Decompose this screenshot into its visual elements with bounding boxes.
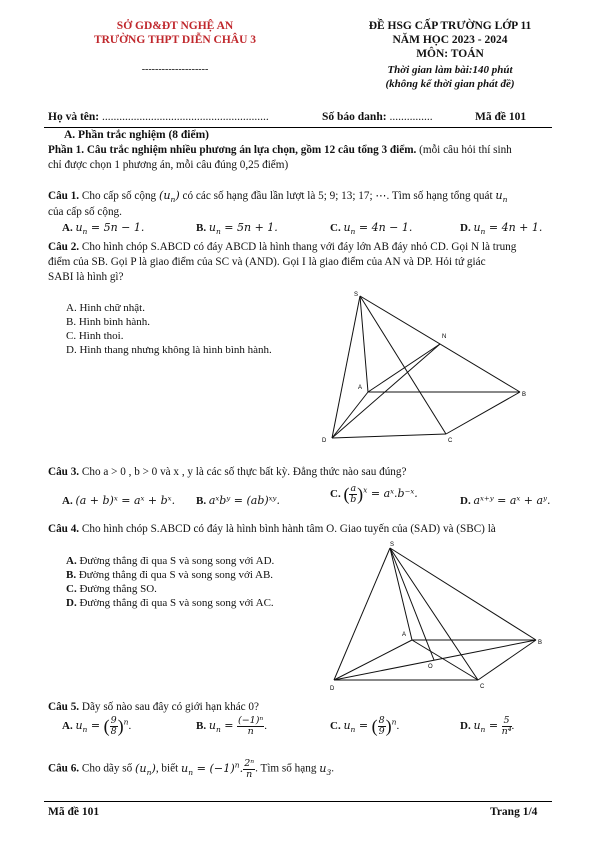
name-label: Họ và tên: bbox=[48, 111, 100, 123]
q2-pyramid-diagram bbox=[318, 288, 538, 448]
q2-option-d[interactable]: D. Hình thang nhưng không là hình bình hành. bbox=[66, 344, 272, 356]
q4-pyramid-diagram bbox=[322, 540, 550, 690]
footer-rule bbox=[44, 801, 552, 802]
q4-b-text: Đường thẳng đi qua S và song song với AB. bbox=[78, 569, 274, 581]
q4-option-c[interactable] bbox=[66, 583, 157, 595]
q4-label-d: D bbox=[330, 686, 335, 690]
exam-subject: MÔN: TOÁN bbox=[416, 48, 484, 60]
school-name: TRƯỜNG THPT DIỄN CHÂU 3 bbox=[93, 34, 257, 46]
student-name-row bbox=[48, 111, 269, 123]
q2-line3: SABI là hình gì? bbox=[48, 271, 124, 283]
q5-a-letter: A. bbox=[62, 720, 73, 733]
q5-a-den: 8 bbox=[110, 726, 117, 737]
part1-rest: (mỗi câu hỏi thí sinh bbox=[416, 144, 512, 156]
q2-edge-cb bbox=[446, 392, 520, 434]
q5-c-den: 9 bbox=[378, 726, 385, 737]
q4-label-b: B bbox=[538, 640, 543, 646]
q1-c-letter: C. bbox=[330, 222, 341, 234]
q4-label-s: S bbox=[390, 542, 395, 548]
q1-a-text: = 5n − 1. bbox=[87, 221, 145, 234]
part1-line2: chỉ được chọn 1 phương án, mỗi câu đúng 0,25 điểm) bbox=[48, 159, 289, 171]
footer-code: Mã đề 101 bbox=[48, 806, 100, 818]
q4-stem bbox=[48, 522, 563, 536]
header-rule bbox=[44, 127, 552, 128]
q2-label-n: N bbox=[442, 334, 447, 340]
q6-num: 2ⁿ bbox=[244, 757, 255, 769]
dept-name: SỞ GD&ĐT NGHỆ AN bbox=[116, 20, 234, 32]
q4-label-c: C bbox=[480, 684, 485, 690]
q3-d-letter: D. bbox=[460, 495, 471, 507]
q3-label: Câu 3. bbox=[48, 466, 80, 478]
q4-a-text: Đường thẳng đi qua S và song song với AD. bbox=[79, 555, 275, 567]
header-dashes: -------------------- bbox=[141, 64, 209, 75]
q3-c-letter: C. bbox=[330, 488, 341, 501]
q1-text-a: Cho cấp số cộng bbox=[79, 190, 159, 202]
q5-d-num: 5 bbox=[503, 715, 510, 726]
q5-option-d[interactable]: D. $u_n$ = $\frac{5}{\text{n⁴}}$ . bbox=[460, 715, 515, 737]
q2-line2: điểm của SB. Gọi P là giao điểm của SC và (AND). Gọi I là giao điểm của AN và DP. Hỏi tứ giác bbox=[48, 256, 486, 268]
q3-option-c[interactable]: C. ( $\frac{a}{b}$ )$^x$ = aˣ.b⁻ˣ. bbox=[330, 483, 418, 505]
q2-option-c[interactable]: C. Hình thoi. bbox=[66, 330, 124, 342]
q2-line1: Cho hình chóp S.ABCD có đáy ABCD là hình thang với đáy lớn AB đáy nhỏ CD. Gọi N là trung bbox=[79, 241, 517, 253]
q3-stem bbox=[48, 465, 563, 479]
q4-label-a: A bbox=[402, 632, 407, 638]
q1-un: $u_n$ bbox=[495, 189, 508, 205]
exam-note: (không kể thời gian phát đề) bbox=[385, 78, 515, 90]
q2-label-s: S bbox=[354, 292, 359, 298]
q1-stem-2: của cấp số cộng. bbox=[48, 206, 122, 218]
q5-stem bbox=[48, 700, 259, 714]
q5-option-b[interactable]: B. $u_n$ = $\frac{\text{(−1)ⁿ}}{n}$ . bbox=[196, 715, 268, 737]
part1-bold: Phần 1. Câu trắc nghiệm nhiều phương án lựa chọn, gồm 12 câu tổng 3 điểm. bbox=[48, 144, 417, 156]
q1-stem bbox=[48, 189, 558, 207]
q3-b-text: aˣbʸ = (ab)ˣʸ. bbox=[208, 494, 280, 507]
exam-year: NĂM HỌC 2023 - 2024 bbox=[392, 34, 508, 46]
q1-a-letter: A. bbox=[62, 222, 73, 234]
student-id-row bbox=[322, 111, 433, 123]
q4-edge-sb bbox=[390, 548, 536, 640]
exam-code: Mã đề 101 bbox=[475, 111, 527, 123]
q2-option-b[interactable]: B. Hình bình hành. bbox=[66, 316, 151, 328]
q5-text: Dãy số nào sau đây có giới hạn khác 0? bbox=[79, 701, 259, 713]
q4-option-a[interactable] bbox=[66, 555, 274, 567]
q1-option-b[interactable]: B. $u_n = 5n + 1$. bbox=[196, 221, 278, 237]
q2-line-an bbox=[368, 344, 440, 392]
q4-d-text: Đường thẳng đi qua S và song song với AC. bbox=[79, 597, 274, 609]
q4-diag-db bbox=[334, 640, 536, 680]
q4-label: Câu 4. bbox=[48, 523, 80, 535]
q3-option-b[interactable] bbox=[196, 494, 280, 507]
q4-diag-ac bbox=[412, 640, 478, 680]
section-title: A. Phần trắc nghiệm (8 điểm) bbox=[64, 129, 210, 141]
q2-label-b: B bbox=[522, 392, 527, 398]
q1-option-d[interactable]: D. $u_n = 4n + 1$. bbox=[460, 221, 543, 237]
q2-label-c: C bbox=[448, 438, 453, 444]
q1-b-letter: B. bbox=[196, 222, 207, 234]
exam-title: ĐỀ HSG CẤP TRƯỜNG LỚP 11 bbox=[368, 20, 532, 32]
q4-label-o: O bbox=[428, 664, 433, 670]
q5-c-letter: C. bbox=[330, 720, 341, 733]
q5-c-num: 8 bbox=[378, 715, 385, 726]
q2-edge-da bbox=[332, 392, 368, 438]
q6-text-c: . Tìm số hạng bbox=[255, 762, 320, 775]
q4-c-letter: C. bbox=[66, 583, 77, 595]
q4-edge-sd bbox=[334, 548, 390, 680]
q2-stem bbox=[48, 240, 563, 254]
id-dots[interactable]: ............... bbox=[389, 111, 433, 123]
q6-text-b: , biết bbox=[155, 762, 181, 775]
q1-seq: $(u_n)$ bbox=[158, 189, 180, 205]
q6-label: Câu 6. bbox=[48, 762, 80, 775]
q5-option-a[interactable]: A. $u_n$ = ( $\frac{9}{8}$ )$^n$. bbox=[62, 715, 132, 737]
q2-option-a[interactable]: A. Hình chữ nhật. bbox=[66, 302, 145, 314]
q2-label: Câu 2. bbox=[48, 241, 80, 253]
id-label: Số báo danh: bbox=[322, 111, 387, 123]
q4-text: Cho hình chóp S.ABCD có đáy là hình bình hành tâm O. Giao tuyến của (SAD) và (SBC) là bbox=[79, 523, 496, 535]
q3-d-text: aˣ⁺ʸ = aˣ + aʸ. bbox=[473, 494, 551, 507]
q4-edge-da bbox=[334, 640, 412, 680]
q2-edge-dc bbox=[332, 434, 446, 438]
q6-den: n bbox=[246, 768, 253, 780]
q4-b-letter: B. bbox=[66, 569, 77, 581]
q1-text-b: có các số hạng đầu lần lượt là 5; 9; 13; 17; ⋯. Tìm số hạng tổng quát bbox=[179, 190, 496, 202]
q4-c-text: Đường thẳng SO. bbox=[79, 583, 157, 595]
name-dots[interactable]: .......................................................... bbox=[101, 111, 269, 123]
q5-b-num: (−1)ⁿ bbox=[238, 715, 264, 726]
q3-text: Cho a > 0 , b > 0 và x , y là các số thực bất kỳ. Đẳng thức nào sau đúng? bbox=[79, 466, 407, 478]
q5-d-den: n⁴ bbox=[501, 726, 512, 737]
q5-d-letter: D. bbox=[460, 720, 471, 733]
q1-label: Câu 1. bbox=[48, 190, 80, 202]
q5-option-c[interactable]: C. $u_n$ = ( $\frac{8}{9}$ )$^n$. bbox=[330, 715, 400, 737]
q1-option-a[interactable]: A. $u_n = 5n - 1$. bbox=[62, 221, 145, 237]
q6-stem: Câu 6. Cho dãy số $(u_n)$, biết $u_n = (-1)^n$. $\frac{\text{2ⁿ}}{n}$ . Tìm số hạng $u_3$. bbox=[48, 757, 335, 780]
q1-b-text: = 5n + 1. bbox=[220, 221, 278, 234]
q3-option-a[interactable] bbox=[62, 494, 175, 507]
q5-a-num: 9 bbox=[110, 715, 117, 726]
q4-d-letter: D. bbox=[66, 597, 77, 609]
q5-label: Câu 5. bbox=[48, 701, 80, 713]
q2-label-a: A bbox=[358, 385, 363, 391]
q6-text-a: Cho dãy số bbox=[79, 762, 136, 775]
q2-edge-sc bbox=[360, 296, 446, 434]
footer-page: Trang 1/4 bbox=[490, 806, 538, 818]
q1-c-text: = 4n − 1. bbox=[355, 221, 413, 234]
q4-option-d[interactable] bbox=[66, 597, 274, 609]
part1-intro bbox=[48, 143, 558, 157]
exam-time: Thời gian làm bài:140 phút bbox=[387, 64, 513, 76]
q4-option-b[interactable] bbox=[66, 569, 273, 581]
q3-a-text: (a + b)ˣ = aˣ + bˣ. bbox=[75, 494, 176, 507]
q2-label-d: D bbox=[322, 438, 327, 444]
q4-edge-sa bbox=[390, 548, 412, 640]
q5-b-letter: B. bbox=[196, 720, 207, 733]
q1-d-letter: D. bbox=[460, 222, 471, 234]
q3-a-letter: A. bbox=[62, 495, 73, 507]
q3-option-d[interactable] bbox=[460, 494, 550, 507]
q4-a-letter: A. bbox=[66, 555, 77, 567]
q2-edge-sa bbox=[360, 296, 368, 392]
q1-option-c[interactable]: C. $u_n = 4n - 1$. bbox=[330, 221, 413, 237]
q5-b-den: n bbox=[247, 726, 254, 737]
q3-b-letter: B. bbox=[196, 495, 207, 507]
q3-c-text: = aˣ.b⁻ˣ. bbox=[367, 487, 418, 501]
q1-d-text: = 4n + 1. bbox=[485, 221, 543, 234]
